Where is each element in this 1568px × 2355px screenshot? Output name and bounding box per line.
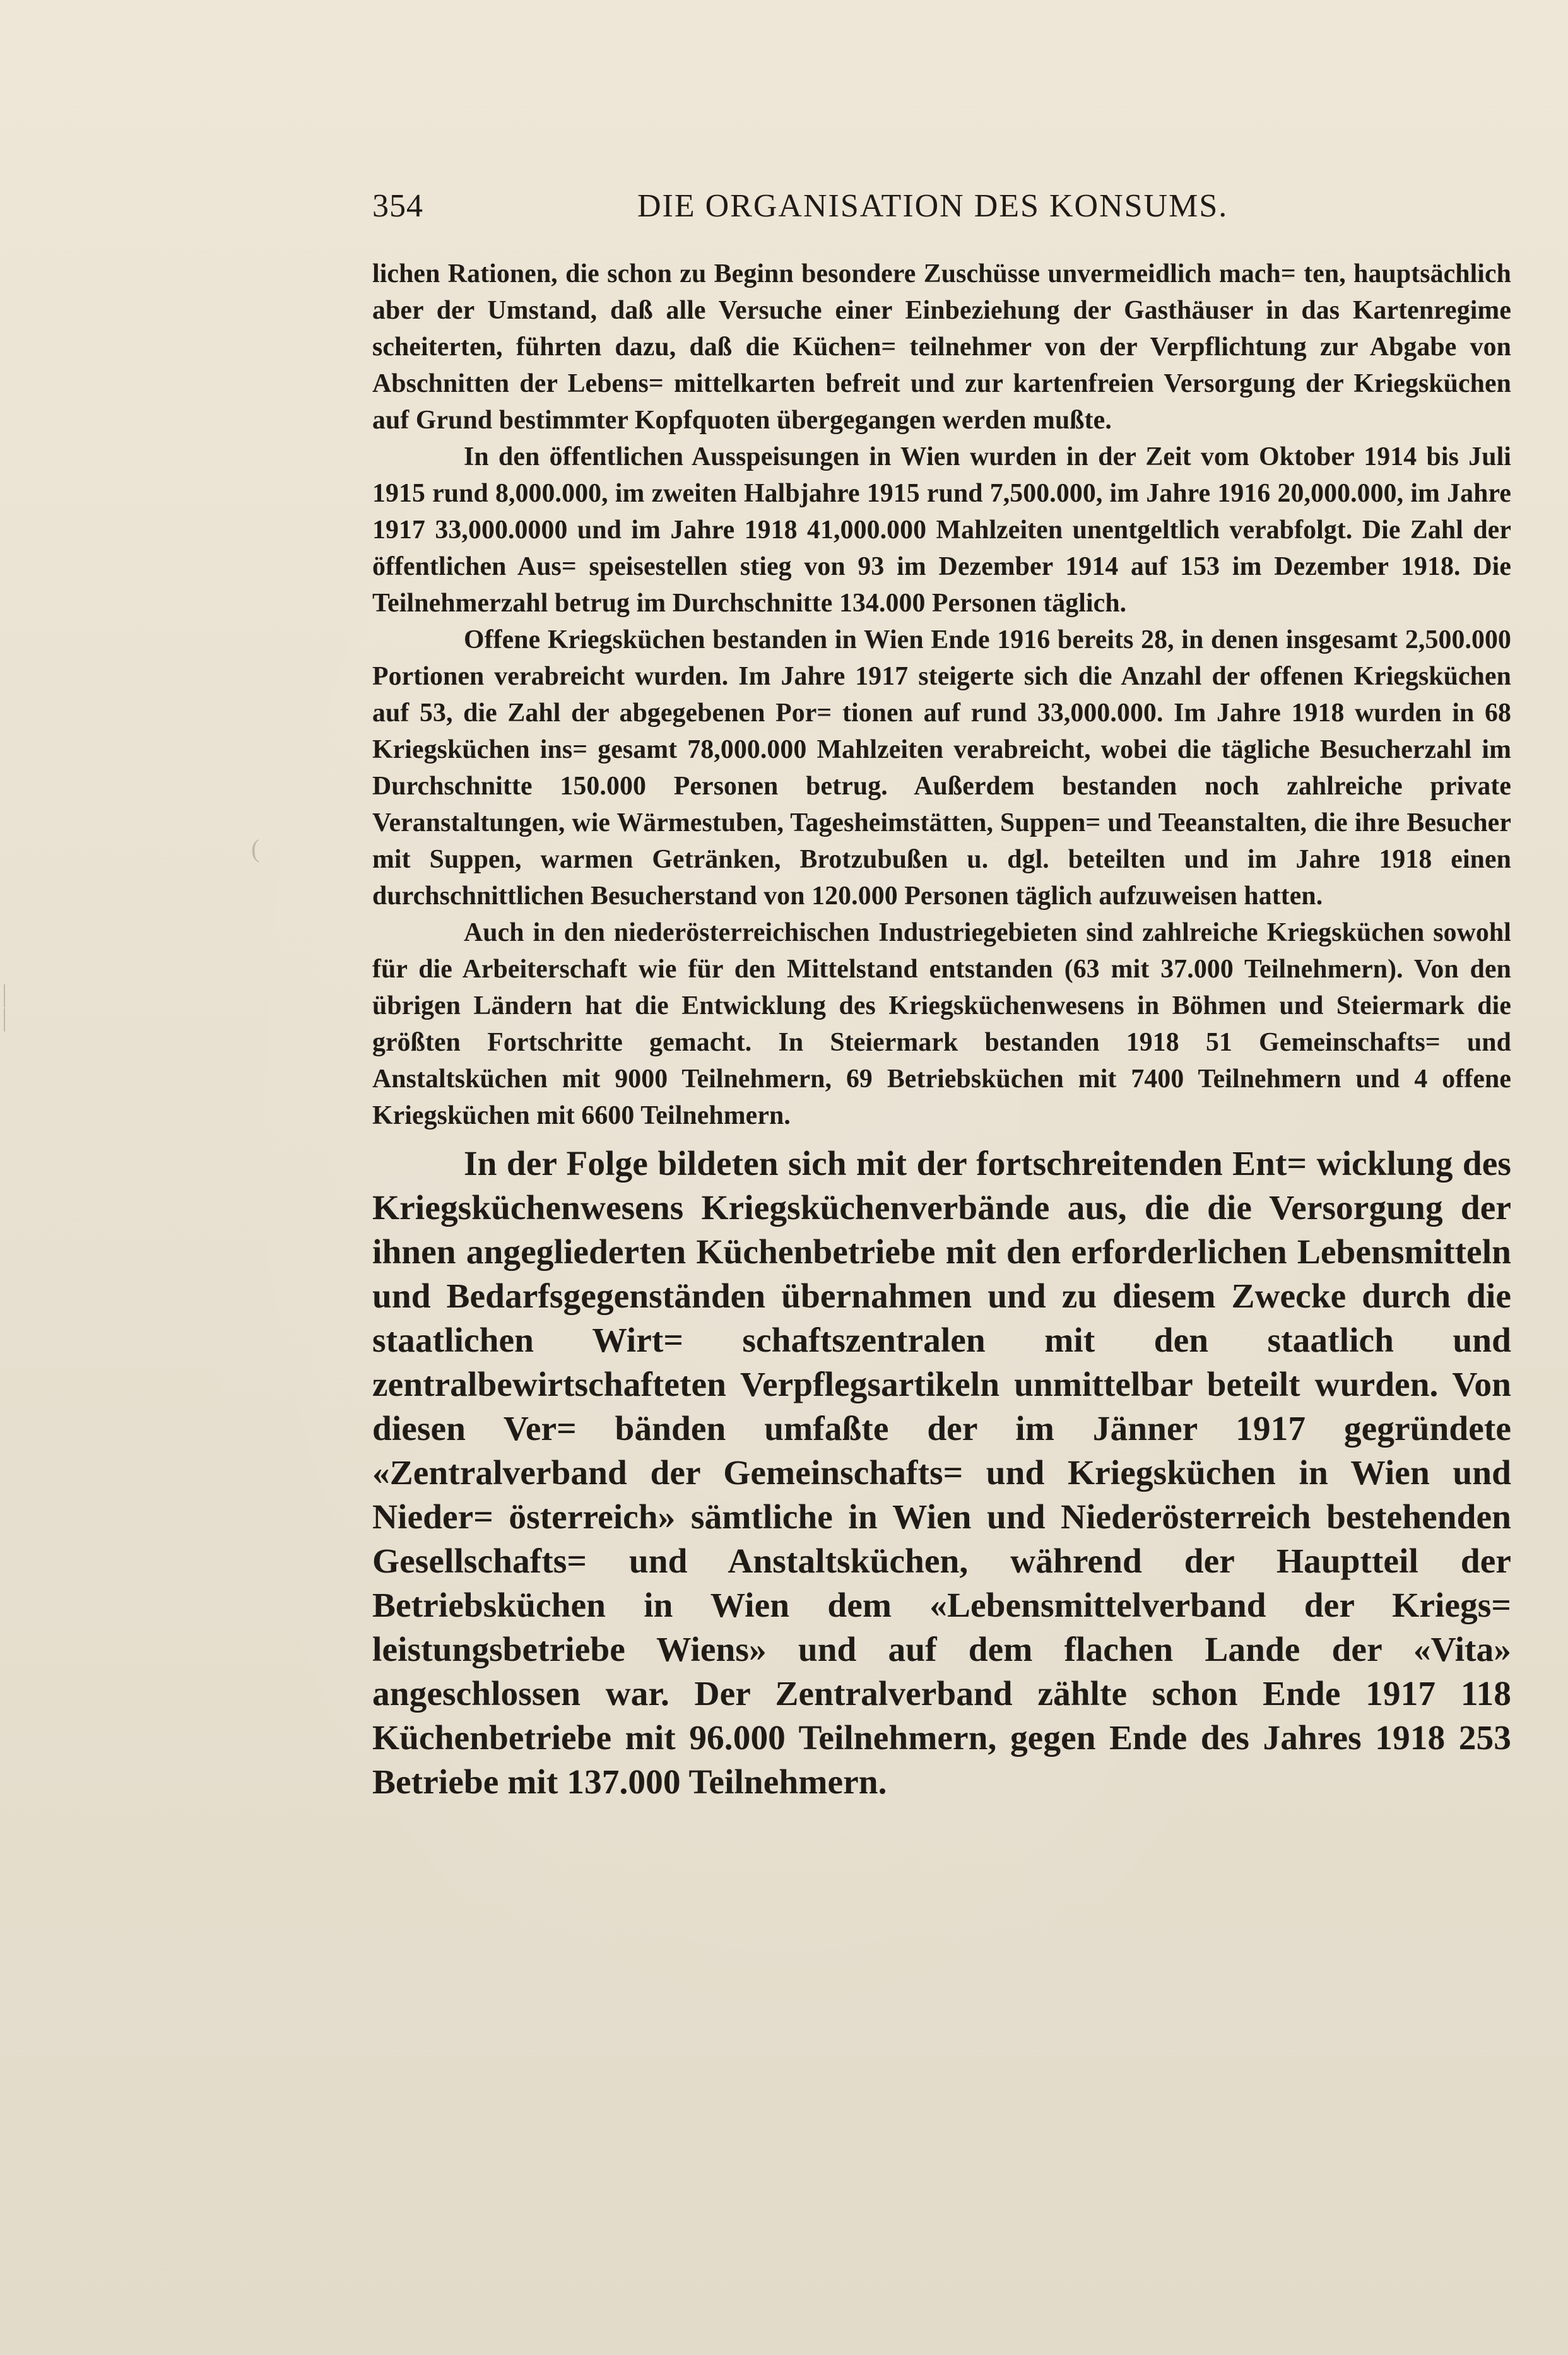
- left-edge-mark-top: |: [2, 979, 8, 1008]
- left-edge-mark-bottom: |: [2, 1003, 8, 1032]
- running-head: DIE ORGANISATION DES KONSUMS.: [637, 188, 1229, 224]
- page-header: [372, 184, 1514, 228]
- main-text: [372, 256, 1511, 1839]
- paragraph-3: Offene Kriegsküchen bestanden in Wien Ende 1916 bereits 28, in denen insgesamt 2,500.000 Portionen verabreicht wurden. Im Jahre 1917 steigerte sich die Anzahl der offenen Kriegsküchen auf 53, die Zahl der abgegebenen Por= tionen auf rund 33,000.000. Im Jahre 1918 wurden in 68 Kriegsküchen ins= gesamt 78,000.000 Mahlzeiten verabreicht, wobei die tägliche Besucherzahl im Durchschnitte 150.000 Personen betrug. Außerdem bestanden noch zahlreiche private Veranstaltungen, wie Wärmestuben, Tagesheimstätten, Suppen= und Teeanstalten, die ihre Besucher mit Suppen, warmen Getränken, Brotzubußen u. dgl. beteilten und im Jahre 1918 einen durchschnittlichen Besucherstand von 120.000 Personen täglich aufzuweisen hatten.: [372, 625, 1511, 911]
- paragraph-5: In der Folge bildeten sich mit der fortschreitenden Ent= wicklung des Kriegsküchenwesens Kriegsküchenverbände aus, die die Versorgung der ihnen angegliederten Küchenbetriebe mit den erforderlichen Lebensmitteln und Bedarfsgegenständen übernahmen und zu diesem Zwecke durch die staatlichen Wirt= schaftszentralen mit den staatlich und zentralbewirtschafteten Verpflegsartikeln unmittelbar beteilt wurden. Von diesen Ver= bänden umfaßte der im Jänner 1917 gegründete «Zentralverband der Gemeinschafts= und Kriegsküchen in Wien und Nieder= österreich» sämtliche in Wien und Niederösterreich bestehenden Gesellschafts= und Anstaltsküchen, während der Hauptteil der Betriebsküchen in Wien dem «Lebensmittelverband der Kriegs= leistungsbetriebe Wiens» und auf dem flachen Lande der «Vita» angeschlossen war. Der Zentralverband zählte schon Ende 1917 118 Küchenbetriebe mit 96.000 Teilnehmern, gegen Ende des Jahres 1918 253 Betriebe mit 137.000 Teilnehmern.: [372, 1144, 1511, 1801]
- paragraph-2: In den öffentlichen Ausspeisungen in Wien wurden in der Zeit vom Oktober 1914 bis Juli 1915 rund 8,000.000, im zweiten Halbjahre 1915 rund 7,500.000, im Jahre 1916 20,000.000, im Jahre 1917 33,000.0000 und im Jahre 1918 41,000.000 Mahlzeiten unentgeltlich verabfolgt. Die Zahl der öffentlichen Aus= speisestellen stieg von 93 im Dezember 1914 auf 153 im Dezember 1918. Die Teilnehmerzahl betrug im Durchschnitte 134.000 Personen täglich.: [372, 442, 1511, 618]
- page-number: 354: [372, 188, 423, 224]
- page-stain-mark: (: [251, 834, 260, 863]
- paragraph-1: lichen Rationen, die schon zu Beginn besondere Zuschüsse unvermeidlich mach= ten, hauptsächlich aber der Umstand, daß alle Versuche einer Einbeziehung der Gasthäuser in das Kartenregime scheiterten, führten dazu, daß die Küchen= teilnehmer von der Verpflichtung zur Abgabe von Abschnitten der Lebens= mittelkarten befreit und zur kartenfreien Versorgung der Kriegsküchen auf Grund bestimmter Kopfquoten übergegangen werden mußte.: [372, 259, 1511, 435]
- paragraph-4: Auch in den niederösterreichischen Industriegebieten sind zahlreiche Kriegsküchen sowohl für die Arbeiterschaft wie für den Mittelstand entstanden (63 mit 37.000 Teilnehmern). Von den übrigen Ländern hat die Entwicklung des Kriegsküchenwesens in Böhmen und Steiermark die größten Fortschritte gemacht. In Steiermark bestanden 1918 51 Gemeinschafts= und Anstaltsküchen mit 9000 Teilnehmern, 69 Betriebsküchen mit 7400 Teilnehmern und 4 offene Kriegsküchen mit 6600 Teilnehmern.: [372, 918, 1511, 1130]
